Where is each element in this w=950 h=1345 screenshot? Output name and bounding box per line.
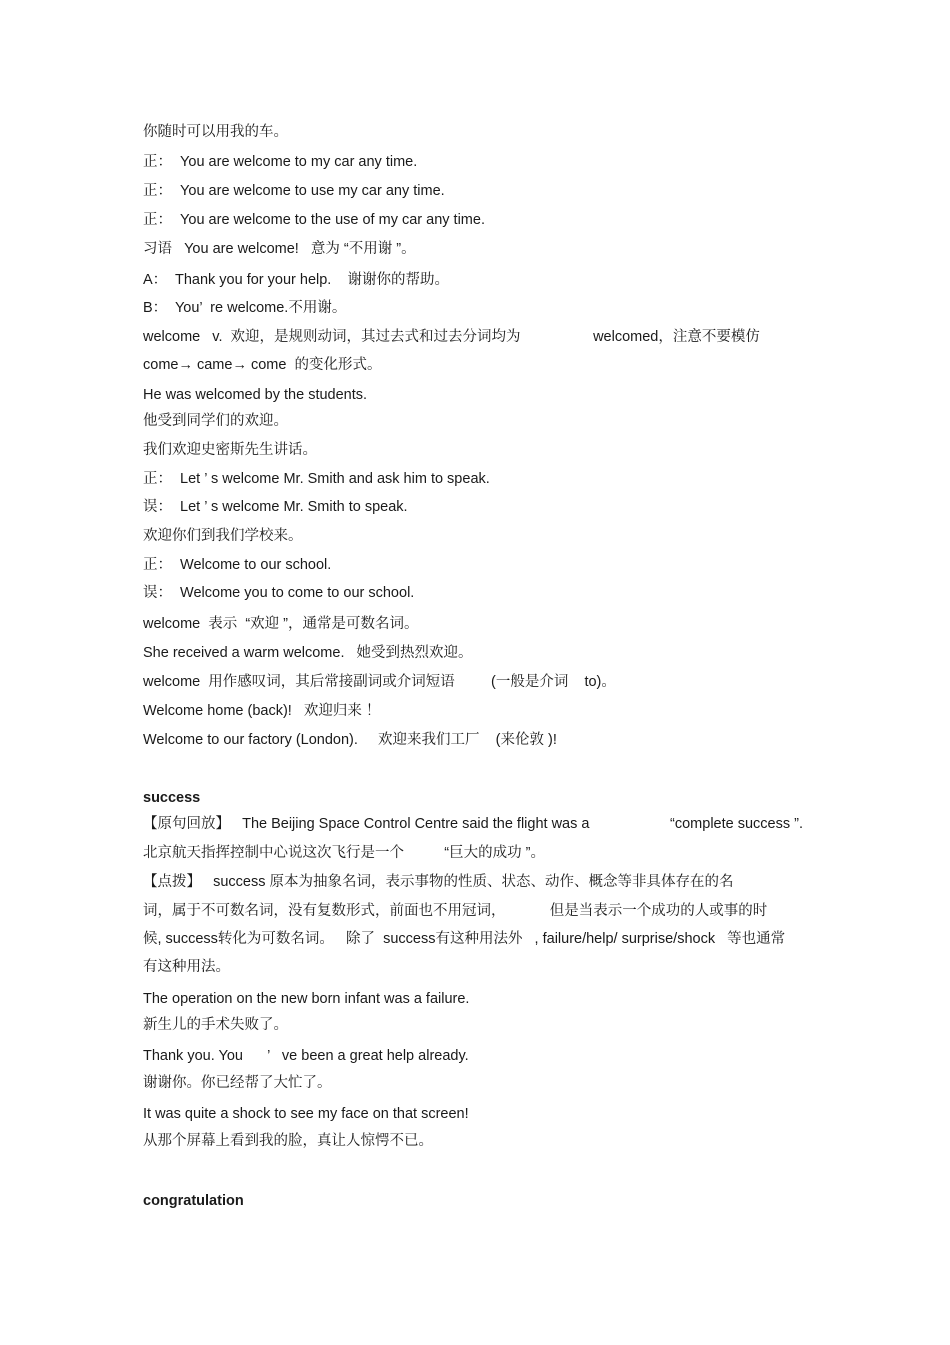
text-line: 正： You are welcome to my car any time. [143, 154, 418, 170]
text-line: 谢谢你。你已经帮了大忙了。 [143, 1075, 332, 1091]
section-heading-success: success [143, 790, 201, 806]
text-line: 词，属于不可数名词，没有复数形式，前面也不用冠词， 但是当表示一个成功的人或事的时 [143, 903, 768, 919]
text-line: 北京航天指挥控制中心说这次飞行是一个 “巨大的成功 ”。 [143, 845, 545, 861]
text-line: The operation on the new born infant was a failure. [143, 991, 470, 1007]
text-line: 【原句回放】 The Beijing Space Control Centre said the flight was a “complete success ”. [143, 816, 803, 832]
text-line: 从那个屏幕上看到我的脸，真让人惊愕不已。 [143, 1133, 433, 1149]
text-line: 有这种用法。 [143, 959, 230, 975]
text-line: She received a warm welcome. 她受到热烈欢迎。 [143, 645, 473, 661]
text-line: 正： Let ’ s welcome Mr. Smith and ask him to speak. [143, 471, 490, 487]
text-line: 正： Welcome to our school. [143, 557, 332, 573]
text-line: 习语 You are welcome! 意为 “不用谢 ”。 [143, 241, 416, 257]
text-line: Welcome to our factory (London). 欢迎来我们工厂 (来伦敦 )! [143, 732, 557, 748]
text-line: welcome 表示 “欢迎 ”，通常是可数名词。 [143, 616, 419, 632]
text-line: 新生儿的手术失败了。 [143, 1017, 288, 1033]
text-line: 误： Let ’ s welcome Mr. Smith to speak. [143, 499, 408, 515]
text-line: 正： You are welcome to the use of my car any time. [143, 212, 485, 228]
text-line: Welcome home (back)! 欢迎归来 ！ [143, 703, 381, 719]
text-line: 候, success转化为可数名词。 除了 success有这种用法外 , failure/help/ surprise/shock 等也通常 [143, 931, 786, 947]
text-line: A： Thank you for your help. 谢谢你的帮助。 [143, 272, 449, 288]
text-line: Thank you. You ’ ve been a great help already. [143, 1048, 469, 1064]
text-line: 我们欢迎史密斯先生讲话。 [143, 442, 317, 458]
text-line: He was welcomed by the students. [143, 387, 368, 403]
section-heading-congratulation: congratulation [143, 1193, 244, 1209]
text-line: welcome 用作感叹词，其后常接副词或介词短语 (一般是介词 to)。 [143, 674, 616, 690]
text-line: 他受到同学们的欢迎。 [143, 413, 288, 429]
text-line: 误： Welcome you to come to our school. [143, 585, 415, 601]
text-line: It was quite a shock to see my face on that screen! [143, 1106, 469, 1122]
text-line: 正： You are welcome to use my car any time. [143, 183, 445, 199]
text-line: welcome v. 欢迎，是规则动词，其过去式和过去分词均为 welcomed，注意不要模仿 [143, 329, 760, 345]
text-line: B： You’ re welcome.不用谢。 [143, 300, 347, 316]
text-line: 欢迎你们到我们学校来。 [143, 528, 303, 544]
text-line: 【点拨】 success 原本为抽象名词，表示事物的性质、状态、动作、概念等非具体存在的名 [143, 874, 734, 890]
text-line: come→ came→ come 的变化形式。 [143, 357, 382, 373]
text-line: 你随时可以用我的车。 [143, 124, 288, 140]
